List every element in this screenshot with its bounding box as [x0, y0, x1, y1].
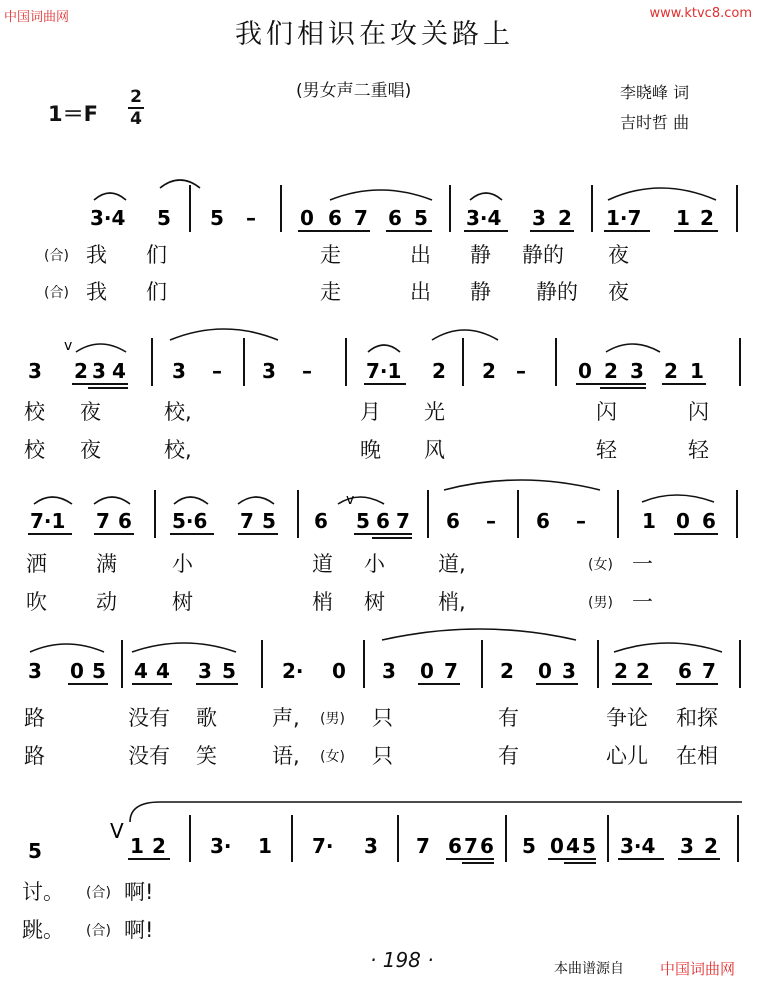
note: 1 [690, 359, 704, 383]
note: 7 [702, 659, 716, 683]
note: 2 [700, 206, 714, 230]
lyric: 道, [438, 552, 466, 576]
lyric: 歌 [196, 706, 217, 730]
lyric: 校, [164, 400, 192, 424]
lyric: 闪 [688, 400, 709, 424]
note: 2 [704, 834, 718, 858]
score-row-1 [90, 180, 737, 232]
lyric: 声, [272, 706, 300, 730]
lyric: 小 [364, 552, 385, 576]
note: 0 [70, 659, 84, 683]
lyric: 夜 [80, 438, 101, 462]
lyric: 争论 [606, 706, 648, 730]
note: 1·7 [606, 206, 642, 230]
lyric: 校, [164, 438, 192, 462]
note: 6 [536, 509, 550, 533]
lyric: 静的 [536, 280, 578, 304]
note: 5 [222, 659, 236, 683]
lyric: (合) [86, 885, 111, 901]
watermark-right: www.ktvc8.com [649, 6, 752, 21]
note: 3 [630, 359, 644, 383]
note: 7 [96, 509, 110, 533]
lyric: 静的 [522, 243, 564, 267]
note: 5 [356, 509, 370, 533]
note: 3 [28, 659, 42, 683]
note: 5 [582, 834, 596, 858]
note: 0 [550, 834, 564, 858]
note: 5 [262, 509, 276, 533]
lyric: 路 [24, 744, 45, 768]
score-row-5 [28, 802, 742, 863]
lyric: 闪 [596, 400, 617, 424]
lyric: 在相 [676, 744, 718, 768]
lyric: 有 [498, 706, 519, 730]
note: 0 [578, 359, 592, 383]
lyric: 心儿 [606, 744, 648, 768]
score-row-4 [28, 629, 740, 688]
lyric: 有 [498, 744, 519, 768]
lyric: 路 [24, 706, 45, 730]
note: 3 [562, 659, 576, 683]
lyric: 出 [410, 280, 431, 304]
lyric: 月 [360, 400, 381, 424]
score-row-3 [28, 480, 737, 538]
time-signature-bottom: 4 [130, 109, 142, 129]
note: 2 [74, 359, 88, 383]
svg-text:v: v [64, 338, 73, 354]
lyric: 满 [96, 552, 117, 576]
lyric: (合) [86, 923, 111, 939]
lyric: 树 [172, 590, 193, 614]
lyric: 静 [470, 243, 491, 267]
note: 6 [702, 509, 716, 533]
lyric: 们 [146, 243, 167, 267]
lyric: 只 [372, 744, 393, 768]
note: 0 [420, 659, 434, 683]
note: 2 [614, 659, 628, 683]
score-row-2 [28, 329, 740, 388]
watermark-left: 中国词曲网 [4, 10, 70, 25]
lyric: 出 [410, 243, 431, 267]
note: 3 [172, 359, 186, 383]
note: 0 [332, 659, 346, 683]
lyric: 没有 [128, 744, 170, 768]
note: 6 [448, 834, 462, 858]
lyric: 梢 [312, 590, 333, 614]
note: – [246, 206, 256, 230]
lyric: 啊! [124, 880, 154, 904]
note: 3 [28, 359, 42, 383]
note: 3·4 [466, 206, 502, 230]
lyric: 我 [86, 280, 107, 304]
note: 4 [134, 659, 148, 683]
lyric: 们 [146, 280, 167, 304]
time-signature-top: 2 [130, 87, 142, 107]
note: 5 [210, 206, 224, 230]
lyricist-credit: 李晓峰 词 [620, 83, 690, 102]
note: – [486, 509, 496, 533]
note: 2 [482, 359, 496, 383]
note: 3·4 [90, 206, 126, 230]
lyric: 轻 [688, 438, 709, 462]
svg-text:v: v [346, 492, 355, 508]
lyric: (合) [44, 248, 69, 264]
lyric: 走 [320, 243, 341, 267]
lyric: (男) [320, 711, 345, 727]
note: 1 [258, 834, 272, 858]
note: 7 [240, 509, 254, 533]
note: 3 [198, 659, 212, 683]
lyric: (男) [588, 595, 613, 611]
note: 5 [28, 839, 42, 863]
lyric: 小 [172, 552, 193, 576]
note: 6 [376, 509, 390, 533]
lyric: (女) [588, 557, 613, 573]
note: 6 [328, 206, 342, 230]
note: 5 [414, 206, 428, 230]
lyric: 静 [470, 280, 491, 304]
lyric: 我 [86, 243, 107, 267]
note: 7 [416, 834, 430, 858]
note: 0 [300, 206, 314, 230]
note: 2 [152, 834, 166, 858]
note: 4 [112, 359, 126, 383]
page-number: · 198 · [370, 948, 434, 972]
note: 2 [500, 659, 514, 683]
lyric: 洒 [26, 552, 47, 576]
lyric: 讨。 [22, 880, 64, 904]
lyric: 树 [364, 590, 385, 614]
note: 0 [676, 509, 690, 533]
note: 4 [566, 834, 580, 858]
lyric: 校 [24, 400, 45, 424]
lyric: 没有 [128, 706, 170, 730]
note: 3 [680, 834, 694, 858]
lyric: 只 [372, 706, 393, 730]
lyric: 梢, [438, 590, 466, 614]
note: 2 [604, 359, 618, 383]
note: 3·4 [620, 834, 656, 858]
note: 1 [676, 206, 690, 230]
note: 1 [642, 509, 656, 533]
note: 7·1 [366, 359, 402, 383]
note: 3· [210, 834, 232, 858]
note: 6 [678, 659, 692, 683]
note: 5·6 [172, 509, 208, 533]
note: 3 [262, 359, 276, 383]
lyric: 跳。 [22, 918, 64, 942]
note: 3 [92, 359, 106, 383]
lyric: (女) [320, 749, 345, 765]
lyric: 轻 [596, 438, 617, 462]
note: 7 [354, 206, 368, 230]
source-note: 本曲谱源自 [554, 961, 624, 977]
note: 5 [522, 834, 536, 858]
note: 6 [118, 509, 132, 533]
lyric: 和探 [676, 706, 718, 730]
note: 3 [364, 834, 378, 858]
lyric: (合) [44, 285, 69, 301]
note: 2 [636, 659, 650, 683]
note: 4 [156, 659, 170, 683]
note: 5 [157, 206, 171, 230]
svg-text:V: V [110, 819, 124, 843]
lyric: 道 [312, 552, 333, 576]
note: 3 [532, 206, 546, 230]
lyric: 笑 [196, 744, 217, 768]
composer-credit: 吉时哲 曲 [620, 113, 690, 132]
note: – [516, 359, 526, 383]
lyric: 啊! [124, 918, 154, 942]
lyric: 一 [632, 590, 653, 614]
note: 2 [664, 359, 678, 383]
note: – [302, 359, 312, 383]
note: 6 [446, 509, 460, 533]
note: 1 [130, 834, 144, 858]
note: 2 [432, 359, 446, 383]
note: 7·1 [30, 509, 66, 533]
note: 7 [396, 509, 410, 533]
lyric: 夜 [608, 243, 629, 267]
source-site: 中国词曲网 [660, 960, 736, 978]
key-signature: 1＝F [48, 102, 98, 126]
lyric: 吹 [26, 590, 47, 614]
lyric: 风 [424, 438, 445, 462]
lyric: 晚 [360, 438, 381, 462]
note: 6 [388, 206, 402, 230]
note: 2· [282, 659, 304, 683]
note: 7 [464, 834, 478, 858]
note: – [212, 359, 222, 383]
note: 7· [312, 834, 334, 858]
note: 2 [558, 206, 572, 230]
note: 0 [538, 659, 552, 683]
lyric: 语, [272, 744, 300, 768]
lyric: 校 [24, 438, 45, 462]
song-subtitle: (男女声二重唱) [296, 81, 412, 101]
lyric: 动 [96, 590, 117, 614]
song-title: 我们相识在攻关路上 [235, 19, 514, 50]
lyric: 走 [320, 280, 341, 304]
note: 3 [382, 659, 396, 683]
note: 6 [480, 834, 494, 858]
note: 5 [92, 659, 106, 683]
lyric: 夜 [608, 280, 629, 304]
note: 7 [444, 659, 458, 683]
lyric: 光 [424, 400, 445, 424]
note: – [576, 509, 586, 533]
lyric: 一 [632, 552, 653, 576]
lyric: 夜 [80, 400, 101, 424]
note: 6 [314, 509, 328, 533]
